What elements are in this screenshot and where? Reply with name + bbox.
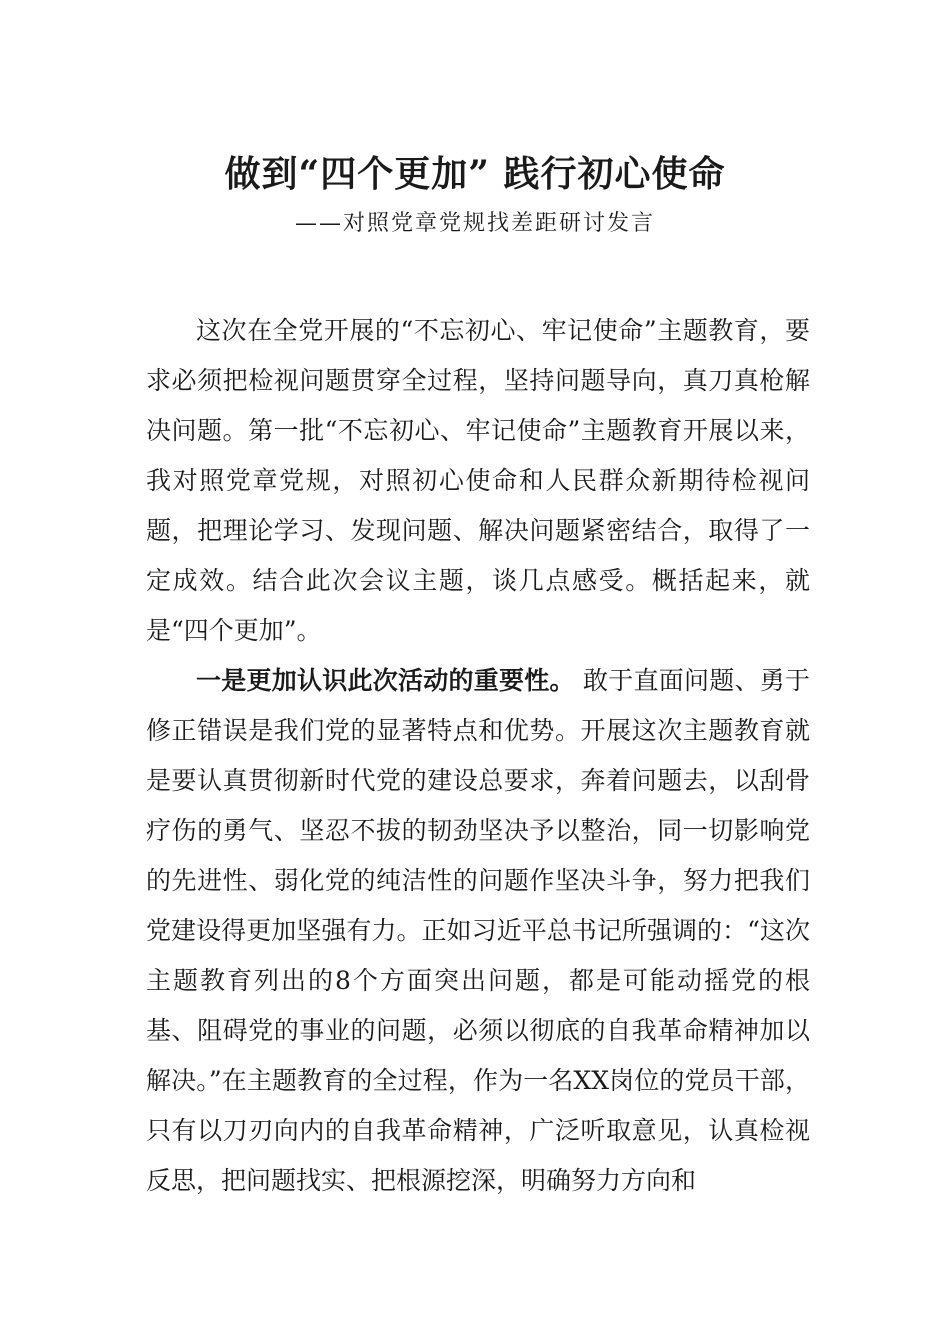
document-title: 做到“四个更加” 践行初心使命 <box>224 153 726 195</box>
paragraph-text: 敢于直面问题、勇于修正错误是我们党的显著特点和优势。开展这次主题教育就是要认真贯彻新时代党的建设总要求，奔着问题去，以刮骨疗伤的勇气、坚忍不拔的韧劲坚决予以整治，同一切影响党的先进性、弱化党的纯洁性的问题作坚决斗争，努力把我们党建设得更加坚强有力。正如习近平总书记所强调的：“这次主题教育列出的8个方面突出问题，都是可能动摇党的根基、阻碍党的事业的问题，必须以彻底的自我革命精神加以解决。”在主题教育的全过程，作为一名XX岗位的党员干部，只有以刀刃向内的自我革命精神，广泛听取意见，认真检视反思，把问题找实、把根源挖深，明确努力方向和 <box>146 666 810 1195</box>
paragraph-text: 这次在全党开展的“不忘初心、牢记使命”主题教育，要求必须把检视问题贯穿全过程，坚持问题导向，真刀真枪解决问题。第一批“不忘初心、牢记使命”主题教育开展以来，我对照党章党规，对照初心使命和人民群众新期待检视问题，把理论学习、发现问题、解决问题紧密结合，取得了一定成效。结合此次会议主题，谈几点感受。概括起来，就是“四个更加”。 <box>146 316 810 645</box>
paragraph-lead-heading: 一是更加认识此次活动的重要性。 <box>196 666 575 695</box>
document-subtitle: ——对照党章党规找差距研讨发言 <box>294 211 655 236</box>
paragraph-intro <box>146 306 810 656</box>
document-body <box>146 306 810 1206</box>
paragraph-point-one <box>146 656 810 1206</box>
